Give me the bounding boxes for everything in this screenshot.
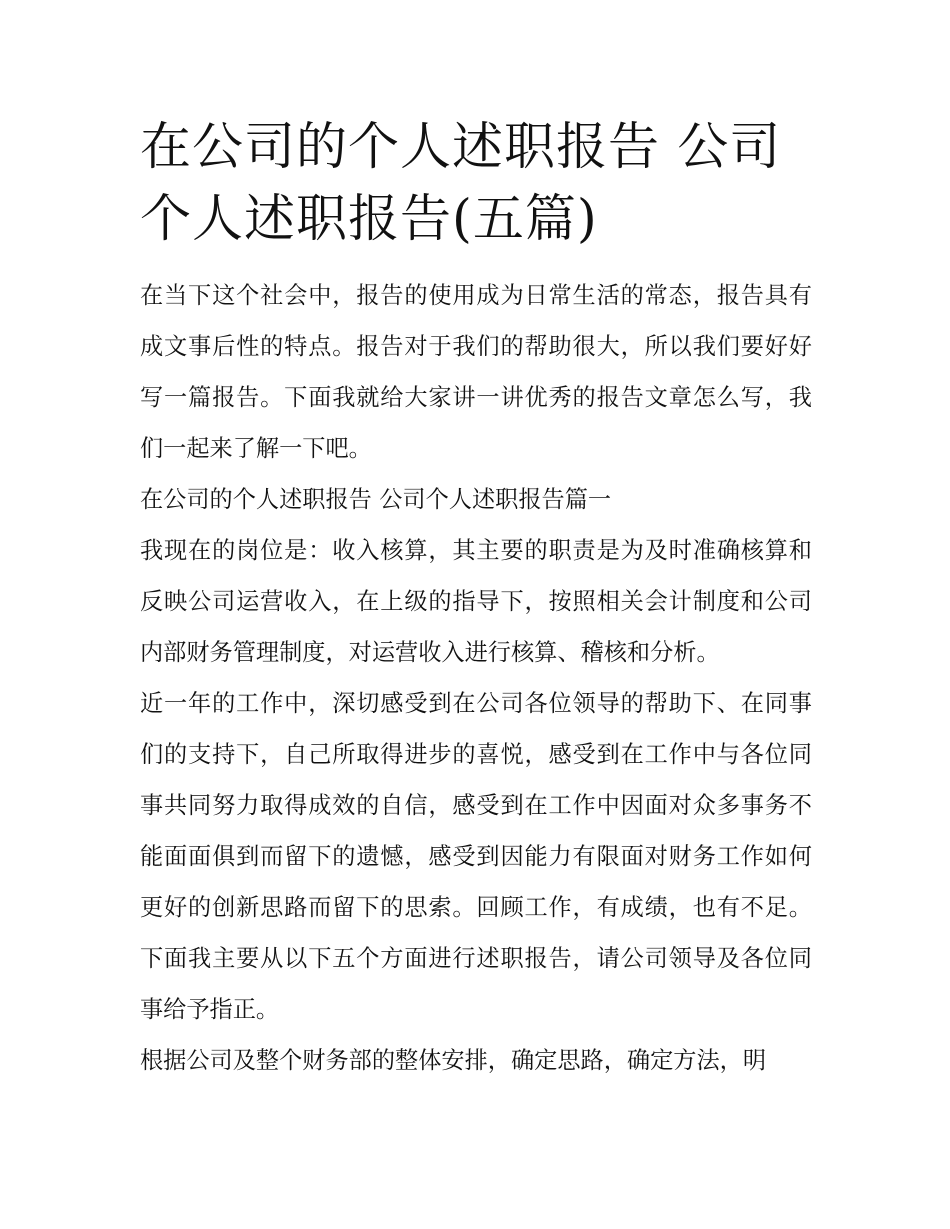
body-paragraph: 我现在的岗位是：收入核算，其主要的职责是为及时准确核算和反映公司运营收入，在上级的指导下，按照相关会计制度和公司内部财务管理制度，对运营收入进行核算、稽核和分析。: [140, 537, 812, 666]
intro-paragraph: 在当下这个社会中，报告的使用成为日常生活的常态，报告具有成文事后性的特点。报告对于我们的帮助很大，所以我们要好好写一篇报告。下面我就给大家讲一讲优秀的报告文章怎么写，我们一起来了解一下吧。: [140, 282, 812, 462]
document-title: 在公司的个人述职报告 公司个人述职报告(五篇): [140, 118, 782, 249]
section-heading: 在公司的个人述职报告 公司个人述职报告篇一: [140, 486, 612, 513]
body-paragraph: 近一年的工作中，深切感受到在公司各位领导的帮助下、在同事们的支持下，自己所取得进步的喜悦，感受到在工作中与各位同事共同努力取得成效的自信，感受到在工作中因面对众多事务不能面面俱到而留下的遗憾，感受到因能力有限面对财务工作如何更好的创新思路而留下的思索。回顾工作，有成绩，也有不足。下面我主要从以下五个方面进行述职报告，请公司领导及各位同事给予指正。: [140, 690, 812, 1023]
body-paragraph: 根据公司及整个财务部的整体安排，确定思路，确定方法，明: [140, 1047, 767, 1074]
document-page: [140, 112, 812, 1086]
